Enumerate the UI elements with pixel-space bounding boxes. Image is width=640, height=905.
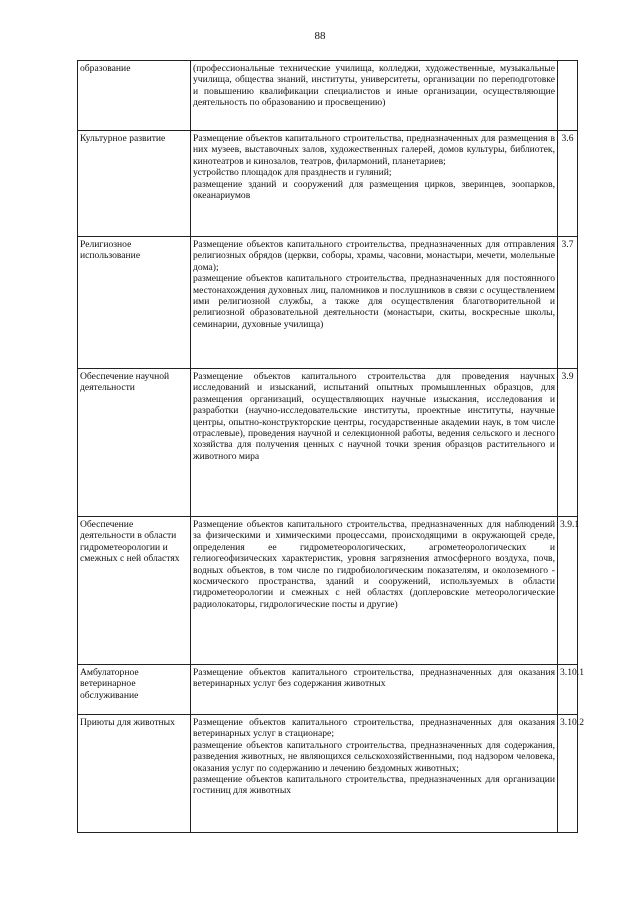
- use-description-cell: [191, 715, 558, 833]
- use-description-cell: [191, 61, 558, 131]
- use-name-cell: Амбулаторное ветеринарное обслуживание: [78, 665, 191, 715]
- description-paragraph: Размещение объектов капитального строительства, предназначенных для оказания ветеринарных услуг без содержания животных: [193, 667, 555, 690]
- table-row: [78, 61, 578, 131]
- description-paragraph: Размещение объектов капитального строительства для проведения научных исследований и изысканий, испытаний опытных промышленных образцов, для размещения организаций, осуществляющих научные изыскания, исследования и разработки (научно-исследовательские институты, проектные институты, научные центры, опытно-конструкторские центры, государственные академии наук, в том числе отраслевые), проведения научной и селекционной работы, ведения сельского и лесного хозяйства для получения ценных с научной точки зрения образцов растительного и животного мира: [193, 371, 555, 462]
- description-paragraph: размещение объектов капитального строительства, предназначенных для организации гостиниц для животных: [193, 774, 555, 797]
- table-row: [78, 665, 578, 715]
- use-code-cell: 3.7: [558, 237, 578, 369]
- use-code-cell: 3.6: [558, 131, 578, 237]
- use-code-cell: 3.9: [558, 369, 578, 517]
- description-paragraph: размещение зданий и сооружений для размещения цирков, зверинцев, зоопарков, океанариумов: [193, 178, 555, 202]
- use-code-cell: 3.10.2: [558, 715, 578, 833]
- description-paragraph: Размещение объектов капитального строительства, предназначенных для отправления религиозных обрядов (церкви, соборы, храмы, часовни, монастыри, мечети, молельные дома);: [193, 239, 555, 273]
- page-number: 88: [314, 30, 326, 42]
- use-description-cell: [191, 665, 558, 715]
- use-description-cell: [191, 369, 558, 517]
- description-paragraph: размещение объектов капитального строительства, предназначенных для содержания, разведения животных, не являющихся сельскохозяйственными, под надзором человека, оказания услуг по содержанию и лечению бездомных животных;: [193, 739, 555, 774]
- use-code-cell: 3.9.1: [558, 517, 578, 665]
- description-paragraph: устройство площадок для празднеств и гуляний;: [193, 167, 392, 179]
- description-paragraph: (профессиональные технические училища, колледжи, художественные, музыкальные училища, общества знаний, институты, университеты, организации по переподготовке и повышению квалификации специалистов и иные организации, осуществляющие деятельность по образованию и просвещению): [193, 63, 555, 109]
- use-name-cell: Религиозное использование: [78, 237, 191, 369]
- table-row: [78, 715, 578, 833]
- use-description-cell: [191, 237, 558, 369]
- description-paragraph: Размещение объектов капитального строительства, предназначенных для размещения в них музеев, выставочных залов, художественных галерей, домов культуры, библиотек, кинотеатров и кинозалов, театров, филармоний, планетариев;: [193, 133, 555, 167]
- use-description-cell: [191, 517, 558, 665]
- description-paragraph: Размещение объектов капитального строительства, предназначенных для наблюдений за физическими и химическими процессами, происходящими в окружающей среде, определения ее гидрометеорологических, агрометеорологических и гелиогеофизических характеристик, уровня загрязнения атмосферного воздуха, почв, водных объектов, в том числе по гидробиологическим показателям, и околоземного - космического пространства, зданий и сооружений, используемых в области гидрометеорологии и смежных с ней областях (доплеровские метеорологические радиолокаторы, гидрологические посты и другие): [193, 519, 555, 610]
- table-row: [78, 369, 578, 517]
- use-name-cell: Обеспечение научной деятельности: [78, 369, 191, 517]
- description-paragraph: размещение объектов капитального строительства, предназначенных для постоянного местонахождения духовных лиц, паломников и послушников в связи с осуществлением ими религиозной службы, а также для осуществления благотворительной и религиозной образовательной деятельности (монастыри, скиты, воскресные школы, семинарии, духовные училища): [193, 273, 555, 330]
- table-row: [78, 517, 578, 665]
- use-name-cell: образование: [78, 61, 191, 131]
- use-description-cell: [191, 131, 558, 237]
- use-code-cell: [558, 61, 578, 131]
- land-use-table: [77, 60, 584, 833]
- use-name-cell: Обеспечение деятельности в области гидрометеорологии и смежных с ней областях: [78, 517, 191, 665]
- use-name-cell: Приюты для животных: [78, 715, 191, 833]
- use-name-cell: Культурное развитие: [78, 131, 191, 237]
- table-row: [78, 131, 578, 237]
- use-code-cell: 3.10.1: [558, 665, 578, 715]
- description-paragraph: Размещение объектов капитального строительства, предназначенных для оказания ветеринарных услуг в стационаре;: [193, 717, 555, 740]
- table-row: [78, 237, 578, 369]
